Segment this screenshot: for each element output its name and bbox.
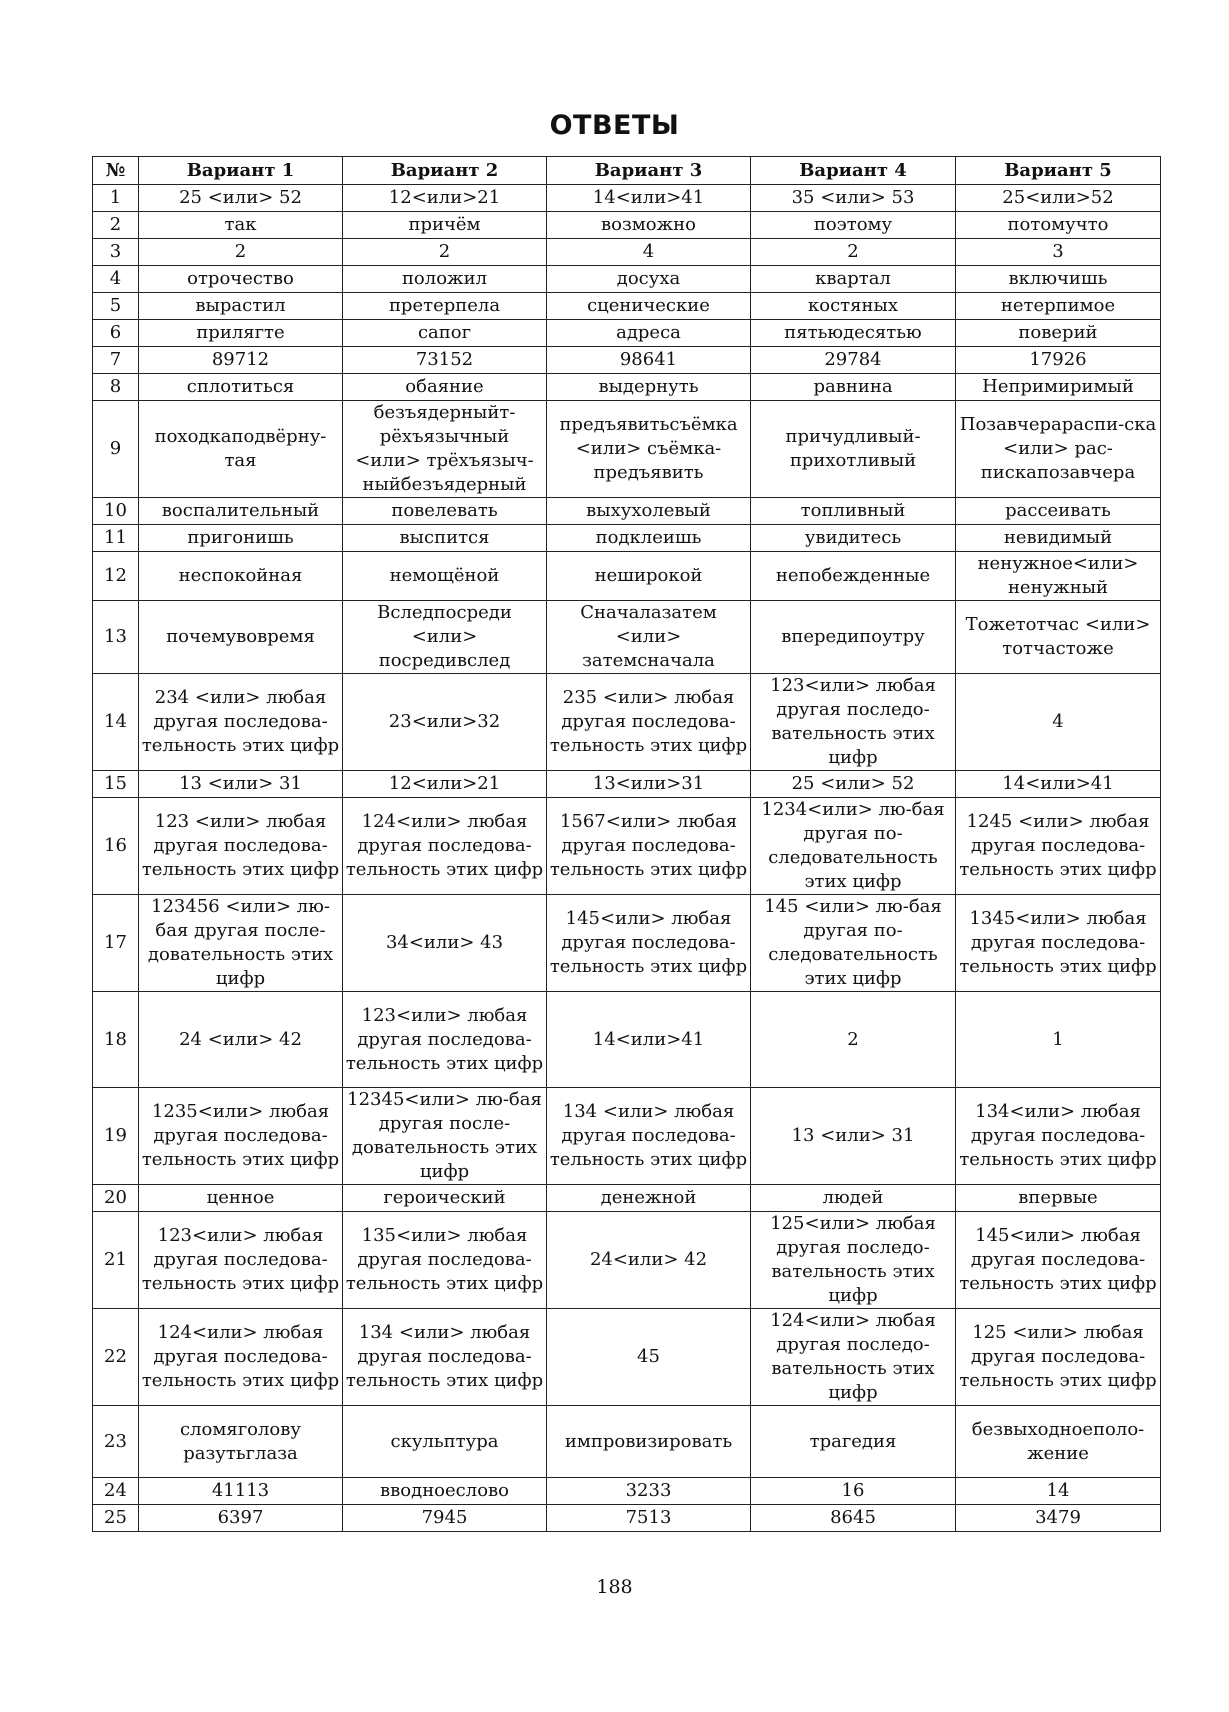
row-number-cell: 21 <box>93 1212 139 1309</box>
answer-cell: 17926 <box>956 347 1161 374</box>
answer-cell: 234 <или> любая другая последова-тельность этих цифр <box>139 674 343 771</box>
answer-cell: отрочество <box>139 266 343 293</box>
answer-cell: 2 <box>343 239 547 266</box>
answer-cell: безвыходноеполо-жение <box>956 1406 1161 1478</box>
answer-cell: включишь <box>956 266 1161 293</box>
answer-cell: вводноеслово <box>343 1478 547 1505</box>
row-number-cell: 1 <box>93 185 139 212</box>
answer-cell: повелевать <box>343 498 547 525</box>
answer-cell: 24 <или> 42 <box>139 992 343 1088</box>
table-row <box>93 895 1161 992</box>
table-row <box>93 1088 1161 1185</box>
answer-cell: непобежденные <box>751 552 956 601</box>
answer-cell: 34<или> 43 <box>343 895 547 992</box>
table-row <box>93 771 1161 798</box>
page-number: 188 <box>596 1576 633 1598</box>
answer-cell: 14 <box>956 1478 1161 1505</box>
answer-cell: досуха <box>547 266 751 293</box>
answer-cell: равнина <box>751 374 956 401</box>
row-number-cell: 22 <box>93 1309 139 1406</box>
answer-cell: невидимый <box>956 525 1161 552</box>
answer-cell: 134 <или> любая другая последова-тельность этих цифр <box>343 1309 547 1406</box>
answer-cell: 14<или>41 <box>547 992 751 1088</box>
answer-cell: 25 <или> 52 <box>751 771 956 798</box>
row-number-cell: 11 <box>93 525 139 552</box>
answer-cell: нетерпимое <box>956 293 1161 320</box>
answer-cell: увидитесь <box>751 525 956 552</box>
table-row <box>93 798 1161 895</box>
answer-cell: поэтому <box>751 212 956 239</box>
table-row <box>93 185 1161 212</box>
answer-cell: 3 <box>956 239 1161 266</box>
answer-cell: 89712 <box>139 347 343 374</box>
table-row <box>93 293 1161 320</box>
header-variant-2: Вариант 2 <box>343 157 547 185</box>
answer-cell: 1234<или> лю-бая другая по-следовательность этих цифр <box>751 798 956 895</box>
answer-cell: 125<или> любая другая последо-вательность этих цифр <box>751 1212 956 1309</box>
answer-cell: рассеивать <box>956 498 1161 525</box>
answer-cell: героический <box>343 1185 547 1212</box>
row-number-cell: 14 <box>93 674 139 771</box>
answer-cell: 14<или>41 <box>956 771 1161 798</box>
answer-cell: 145<или> любая другая последова-тельность этих цифр <box>956 1212 1161 1309</box>
table-row <box>93 674 1161 771</box>
answer-cell: так <box>139 212 343 239</box>
table-row <box>93 601 1161 674</box>
table-row <box>93 552 1161 601</box>
answer-cell: 24<или> 42 <box>547 1212 751 1309</box>
answer-cell: пригонишь <box>139 525 343 552</box>
header-variant-4: Вариант 4 <box>751 157 956 185</box>
answer-cell: 4 <box>956 674 1161 771</box>
answer-cell: выхухолевый <box>547 498 751 525</box>
answer-cell: 123 <или> любая другая последова-тельность этих цифр <box>139 798 343 895</box>
answer-cell: 25<или>52 <box>956 185 1161 212</box>
answer-cell: скульптура <box>343 1406 547 1478</box>
answer-cell: 124<или> любая другая последо-вательность этих цифр <box>751 1309 956 1406</box>
answer-cell: подклеишь <box>547 525 751 552</box>
answer-cell: сценические <box>547 293 751 320</box>
answer-cell: 14<или>41 <box>547 185 751 212</box>
answer-cell: неспокойная <box>139 552 343 601</box>
answer-cell: немощёной <box>343 552 547 601</box>
answer-cell: 12345<или> лю-бая другая после-довательность этих цифр <box>343 1088 547 1185</box>
row-number-cell: 18 <box>93 992 139 1088</box>
answer-cell: 7513 <box>547 1505 751 1532</box>
answer-cell: 98641 <box>547 347 751 374</box>
answer-cell: топливный <box>751 498 956 525</box>
answer-cell: выспится <box>343 525 547 552</box>
answer-cell: выдернуть <box>547 374 751 401</box>
answer-cell: 3479 <box>956 1505 1161 1532</box>
row-number-cell: 10 <box>93 498 139 525</box>
answer-cell: пятьюдесятью <box>751 320 956 347</box>
answer-cell: 135<или> любая другая последова-тельность этих цифр <box>343 1212 547 1309</box>
answer-cell: денежной <box>547 1185 751 1212</box>
row-number-cell: 6 <box>93 320 139 347</box>
table-row <box>93 374 1161 401</box>
table-row <box>93 992 1161 1088</box>
table-row <box>93 498 1161 525</box>
answer-cell: 124<или> любая другая последова-тельность этих цифр <box>139 1309 343 1406</box>
row-number-cell: 5 <box>93 293 139 320</box>
answer-cell: причудливый-прихотливый <box>751 401 956 498</box>
answer-cell: впервые <box>956 1185 1161 1212</box>
answer-cell: 2 <box>139 239 343 266</box>
answer-cell: поверий <box>956 320 1161 347</box>
answer-cell: 145 <или> лю-бая другая по-следовательность этих цифр <box>751 895 956 992</box>
answer-cell: людей <box>751 1185 956 1212</box>
row-number-cell: 2 <box>93 212 139 239</box>
answer-cell: 13 <или> 31 <box>139 771 343 798</box>
answer-cell: вырастил <box>139 293 343 320</box>
answer-cell: сломяголову разутьглаза <box>139 1406 343 1478</box>
answer-cell: 12<или>21 <box>343 771 547 798</box>
row-number-cell: 20 <box>93 1185 139 1212</box>
table-row <box>93 1406 1161 1478</box>
answer-cell: 8645 <box>751 1505 956 1532</box>
answer-cell: почемувовремя <box>139 601 343 674</box>
row-number-cell: 4 <box>93 266 139 293</box>
answer-cell: Непримиримый <box>956 374 1161 401</box>
answer-cell: 1567<или> любая другая последова-тельность этих цифр <box>547 798 751 895</box>
answer-cell: 125 <или> любая другая последова-тельность этих цифр <box>956 1309 1161 1406</box>
answer-cell: ценное <box>139 1185 343 1212</box>
answer-cell: 35 <или> 53 <box>751 185 956 212</box>
answer-cell: квартал <box>751 266 956 293</box>
answer-cell: 145<или> любая другая последова-тельность этих цифр <box>547 895 751 992</box>
answer-cell: 7945 <box>343 1505 547 1532</box>
table-row <box>93 1185 1161 1212</box>
answer-cell: причём <box>343 212 547 239</box>
table-row <box>93 212 1161 239</box>
answer-cell: сапог <box>343 320 547 347</box>
answer-cell: 235 <или> любая другая последова-тельность этих цифр <box>547 674 751 771</box>
row-number-cell: 15 <box>93 771 139 798</box>
answer-cell: воспалительный <box>139 498 343 525</box>
table-row <box>93 1478 1161 1505</box>
answer-cell: 1345<или> любая другая последова-тельность этих цифр <box>956 895 1161 992</box>
header-variant-3: Вариант 3 <box>547 157 751 185</box>
row-number-cell: 3 <box>93 239 139 266</box>
answer-cell: 2 <box>751 992 956 1088</box>
answer-cell: 41113 <box>139 1478 343 1505</box>
answer-cell: Вследпосреди <или> посредивслед <box>343 601 547 674</box>
header-number: № <box>93 157 139 185</box>
table-row <box>93 266 1161 293</box>
row-number-cell: 7 <box>93 347 139 374</box>
header-variant-1: Вариант 1 <box>139 157 343 185</box>
answer-cell: 45 <box>547 1309 751 1406</box>
table-row <box>93 347 1161 374</box>
row-number-cell: 23 <box>93 1406 139 1478</box>
answer-cell: Тожетотчас <или> тотчастоже <box>956 601 1161 674</box>
answer-cell: импровизировать <box>547 1406 751 1478</box>
answers-body <box>93 185 1161 1532</box>
answer-cell: 6397 <box>139 1505 343 1532</box>
row-number-cell: 9 <box>93 401 139 498</box>
answer-cell: сплотиться <box>139 374 343 401</box>
table-row <box>93 239 1161 266</box>
answer-cell: 1 <box>956 992 1161 1088</box>
table-row <box>93 401 1161 498</box>
answer-cell: возможно <box>547 212 751 239</box>
answer-cell: 13<или>31 <box>547 771 751 798</box>
answer-cell: прилягте <box>139 320 343 347</box>
answer-cell: потомучто <box>956 212 1161 239</box>
row-number-cell: 17 <box>93 895 139 992</box>
answer-cell: безъядерныйт-рёхъязычный <или> трёхъязыч-ныйбезъядерный <box>343 401 547 498</box>
answer-cell: трагедия <box>751 1406 956 1478</box>
answer-cell: ненужное<или> ненужный <box>956 552 1161 601</box>
answer-cell: адреса <box>547 320 751 347</box>
row-number-cell: 25 <box>93 1505 139 1532</box>
answer-cell: 16 <box>751 1478 956 1505</box>
answer-cell: предъявитьсъёмка <или> съёмка-предъявить <box>547 401 751 498</box>
answer-cell: 1235<или> любая другая последова-тельность этих цифр <box>139 1088 343 1185</box>
answer-cell: 123<или> любая другая последова-тельность этих цифр <box>139 1212 343 1309</box>
row-number-cell: 12 <box>93 552 139 601</box>
row-number-cell: 19 <box>93 1088 139 1185</box>
header-row <box>93 157 1161 185</box>
answer-cell: 134 <или> любая другая последова-тельность этих цифр <box>547 1088 751 1185</box>
answers-table <box>92 156 1161 1532</box>
answer-cell: положил <box>343 266 547 293</box>
answer-cell: 123456 <или> лю-бая другая после-довательность этих цифр <box>139 895 343 992</box>
answer-cell: 1245 <или> любая другая последова-тельность этих цифр <box>956 798 1161 895</box>
row-number-cell: 24 <box>93 1478 139 1505</box>
answer-cell: 123<или> любая другая последова-тельность этих цифр <box>343 992 547 1088</box>
answer-cell: впередипоутру <box>751 601 956 674</box>
table-row <box>93 320 1161 347</box>
table-row <box>93 1309 1161 1406</box>
page-title: ОТВЕТЫ <box>549 110 680 141</box>
row-number-cell: 16 <box>93 798 139 895</box>
header-variant-5: Вариант 5 <box>956 157 1161 185</box>
answer-cell: Сначалазатем <или> затемсначала <box>547 601 751 674</box>
answer-cell: походкаподвёрну-тая <box>139 401 343 498</box>
answer-cell: 73152 <box>343 347 547 374</box>
answer-cell: Позавчерараспи-ска <или> рас-пискапозавчера <box>956 401 1161 498</box>
answer-cell: претерпела <box>343 293 547 320</box>
table-row <box>93 525 1161 552</box>
answer-cell: 29784 <box>751 347 956 374</box>
answer-cell: 25 <или> 52 <box>139 185 343 212</box>
answer-cell: 134<или> любая другая последова-тельность этих цифр <box>956 1088 1161 1185</box>
row-number-cell: 13 <box>93 601 139 674</box>
answer-cell: неширокой <box>547 552 751 601</box>
answer-cell: 2 <box>751 239 956 266</box>
answer-cell: 23<или>32 <box>343 674 547 771</box>
answer-cell: 124<или> любая другая последова-тельность этих цифр <box>343 798 547 895</box>
table-row <box>93 1505 1161 1532</box>
answer-cell: 13 <или> 31 <box>751 1088 956 1185</box>
answer-cell: 4 <box>547 239 751 266</box>
answer-cell: 3233 <box>547 1478 751 1505</box>
answer-cell: костяных <box>751 293 956 320</box>
table-row <box>93 1212 1161 1309</box>
row-number-cell: 8 <box>93 374 139 401</box>
answer-cell: 12<или>21 <box>343 185 547 212</box>
answer-cell: обаяние <box>343 374 547 401</box>
answer-cell: 123<или> любая другая последо-вательность этих цифр <box>751 674 956 771</box>
